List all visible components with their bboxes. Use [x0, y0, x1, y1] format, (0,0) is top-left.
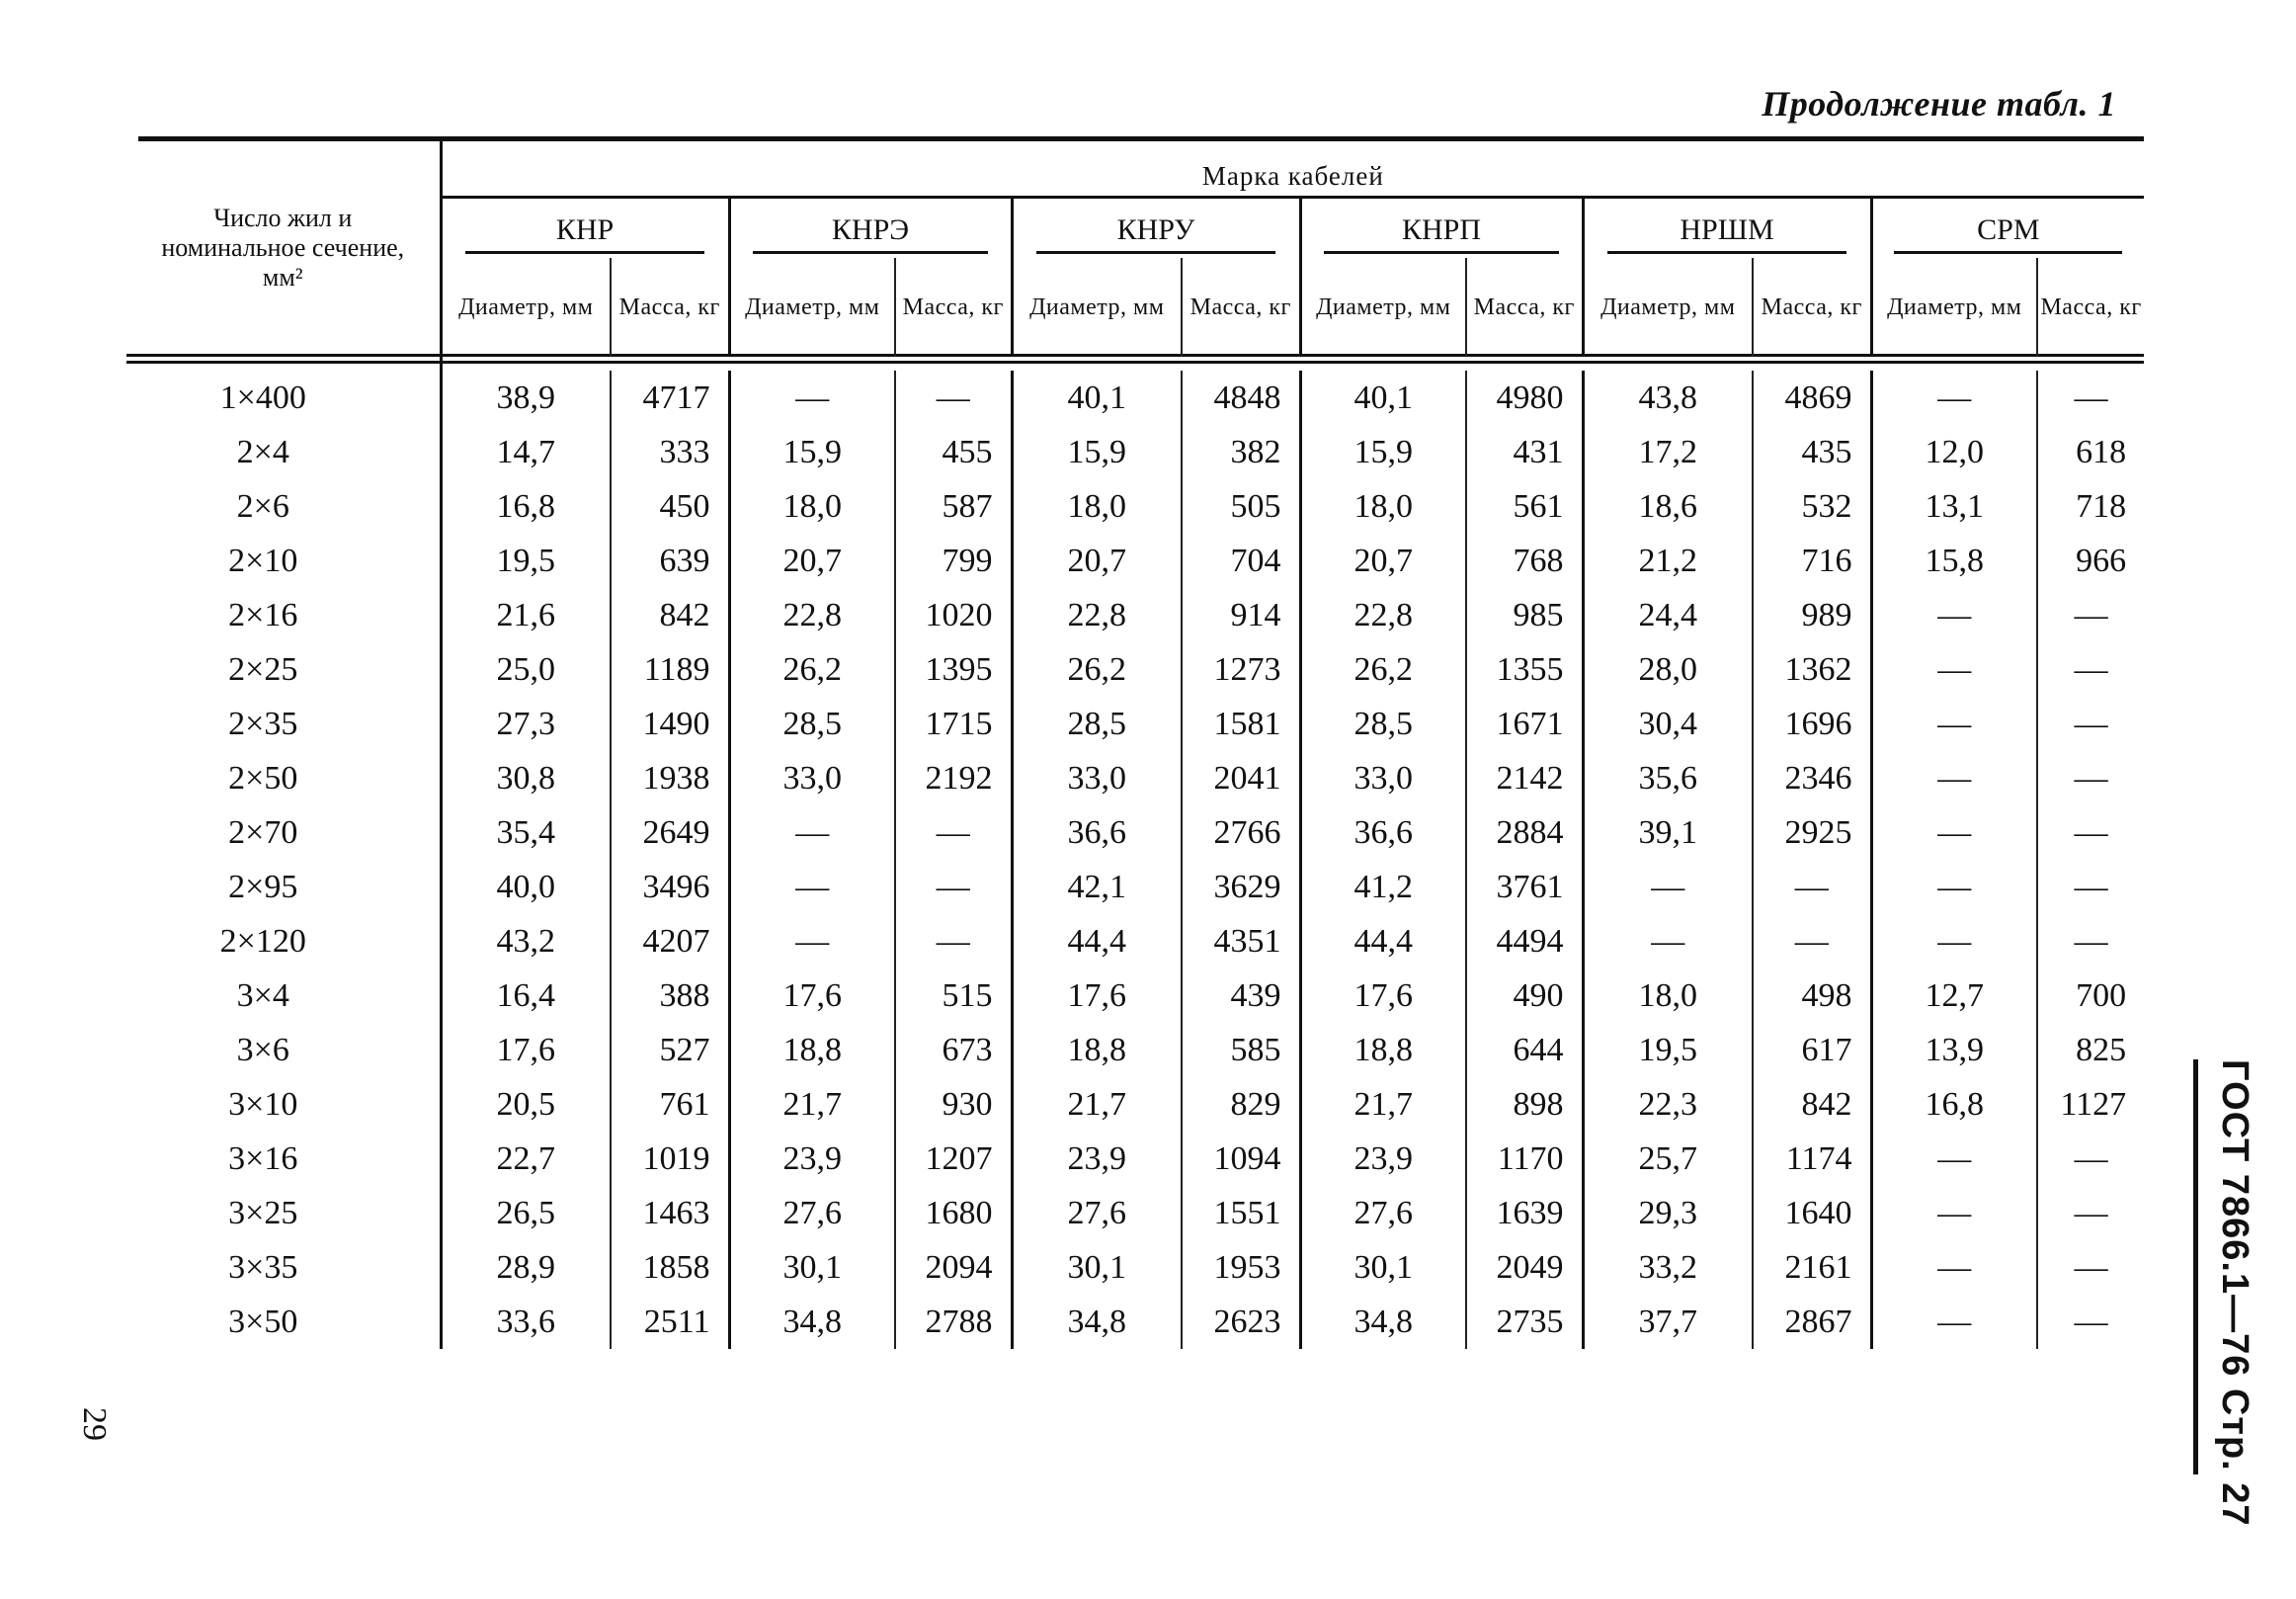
section-cell: 2×120	[126, 914, 441, 968]
brand-label: СРМ	[1894, 213, 2122, 254]
mass-cell: 2161	[1753, 1240, 1871, 1295]
diameter-cell: 40,1	[1012, 371, 1182, 425]
diameter-header: Диаметр, мм	[729, 258, 895, 357]
diameter-cell: 22,7	[441, 1132, 611, 1186]
diameter-cell: 17,6	[1300, 968, 1466, 1023]
brand-label: КНРЭ	[753, 213, 988, 254]
diameter-cell: —	[1871, 914, 2037, 968]
mass-cell: 435	[1753, 425, 1871, 479]
section-cell: 3×50	[126, 1295, 441, 1349]
diameter-cell: 44,4	[1012, 914, 1182, 968]
mass-cell: 2867	[1753, 1295, 1871, 1349]
mass-cell: 1938	[611, 751, 729, 805]
mass-header: Масса, кг	[1182, 258, 1300, 357]
table-row	[126, 534, 2144, 588]
mass-cell: 2925	[1753, 805, 1871, 860]
diameter-cell: 28,0	[1583, 642, 1753, 697]
diameter-cell: 12,0	[1871, 425, 2037, 479]
mass-cell: 617	[1753, 1023, 1871, 1077]
table-row	[126, 479, 2144, 534]
diameter-cell: 13,9	[1871, 1023, 2037, 1077]
diameter-cell: 33,2	[1583, 1240, 1753, 1295]
mass-cell: 966	[2076, 542, 2127, 579]
mass-cell: 333	[611, 425, 729, 479]
diameter-cell: 30,8	[441, 751, 611, 805]
brand-label: КНР	[465, 213, 705, 254]
diameter-cell: 25,0	[441, 642, 611, 697]
diameter-cell: —	[1871, 860, 2037, 914]
diameter-cell: 35,4	[441, 805, 611, 860]
mass-cell: 490	[1466, 968, 1583, 1023]
diameter-cell: 26,2	[1012, 642, 1182, 697]
diameter-cell: 15,9	[1012, 425, 1182, 479]
diameter-cell: —	[1871, 1186, 2037, 1240]
mass-cell: 2623	[1182, 1295, 1300, 1349]
diameter-cell: 33,0	[729, 751, 895, 805]
mass-cell: 1490	[611, 697, 729, 751]
mass-cell: 4848	[1182, 371, 1300, 425]
diameter-cell: 28,5	[729, 697, 895, 751]
diameter-cell: 30,1	[1012, 1240, 1182, 1295]
table-row	[126, 1186, 2144, 1240]
section-cell: 2×10	[126, 534, 441, 588]
mass-cell: 3629	[1182, 860, 1300, 914]
mass-cell: —	[2074, 813, 2108, 851]
diameter-cell: 44,4	[1300, 914, 1466, 968]
brand-column-header	[441, 198, 729, 259]
section-cell: 2×4	[126, 425, 441, 479]
table-row	[126, 642, 2144, 697]
diameter-cell: 33,6	[441, 1295, 611, 1349]
diameter-cell: 30,4	[1583, 697, 1753, 751]
table-row	[126, 588, 2144, 642]
diameter-cell: 21,7	[1012, 1077, 1182, 1132]
brand-label: КНРУ	[1036, 213, 1276, 254]
diameter-cell: 17,6	[729, 968, 895, 1023]
mass-cell: 1680	[895, 1186, 1012, 1240]
diameter-cell: 18,0	[1300, 479, 1466, 534]
stub-header: Число жил и номинальное сечение, мм²	[126, 138, 441, 357]
mass-cell: 1019	[611, 1132, 729, 1186]
mass-cell: 1696	[1753, 697, 1871, 751]
diameter-cell: 18,0	[1583, 968, 1753, 1023]
diameter-cell: 26,5	[441, 1186, 611, 1240]
mass-cell: 585	[1182, 1023, 1300, 1077]
diameter-cell: 43,2	[441, 914, 611, 968]
diameter-cell: 17,6	[441, 1023, 611, 1077]
diameter-cell: 20,7	[729, 534, 895, 588]
mass-cell: 1362	[1753, 642, 1871, 697]
mass-cell: 4494	[1466, 914, 1583, 968]
cable-table	[126, 138, 2144, 1349]
mass-cell: 1273	[1182, 642, 1300, 697]
diameter-cell: —	[729, 805, 895, 860]
diameter-cell: 30,1	[1300, 1240, 1466, 1295]
diameter-cell: 21,2	[1583, 534, 1753, 588]
table-row	[126, 425, 2144, 479]
mass-cell: —	[2074, 596, 2108, 633]
diameter-cell: 22,8	[1300, 588, 1466, 642]
diameter-cell: 29,3	[1583, 1186, 1753, 1240]
mass-cell: 761	[611, 1077, 729, 1132]
mass-cell: 2884	[1466, 805, 1583, 860]
diameter-cell: 16,8	[1871, 1077, 2037, 1132]
section-cell: 2×50	[126, 751, 441, 805]
diameter-cell: 16,8	[441, 479, 611, 534]
mass-cell: —	[2074, 1139, 2108, 1177]
table-row	[126, 1295, 2144, 1349]
diameter-cell: —	[1583, 860, 1753, 914]
mass-cell: 930	[895, 1077, 1012, 1132]
mass-cell: 704	[1182, 534, 1300, 588]
mass-cell: 1189	[611, 642, 729, 697]
diameter-cell: 18,8	[1300, 1023, 1466, 1077]
table-row	[126, 968, 2144, 1023]
brand-label: НРШМ	[1607, 213, 1847, 254]
mass-cell: 2511	[611, 1295, 729, 1349]
section-cell: 3×35	[126, 1240, 441, 1295]
mass-cell: 639	[611, 534, 729, 588]
table-row	[126, 805, 2144, 860]
diameter-cell: 23,9	[1012, 1132, 1182, 1186]
diameter-header: Диаметр, мм	[1012, 258, 1182, 357]
mass-cell: 1020	[895, 588, 1012, 642]
diameter-cell: 23,9	[1300, 1132, 1466, 1186]
mass-cell: —	[2074, 1303, 2108, 1340]
diameter-cell: 15,8	[1871, 534, 2037, 588]
section-cell: 1×400	[126, 371, 441, 425]
diameter-cell: 22,3	[1583, 1077, 1753, 1132]
table-row	[126, 860, 2144, 914]
mass-cell: 3761	[1466, 860, 1583, 914]
mass-cell: 527	[611, 1023, 729, 1077]
diameter-cell: 20,5	[441, 1077, 611, 1132]
mass-cell: 618	[2076, 433, 2127, 470]
mass-cell: 825	[2076, 1031, 2127, 1068]
diameter-cell: 18,8	[1012, 1023, 1182, 1077]
diameter-cell: 27,6	[1300, 1186, 1466, 1240]
diameter-cell: 33,0	[1300, 751, 1466, 805]
diameter-cell: —	[1583, 914, 1753, 968]
mass-cell: 1463	[611, 1186, 729, 1240]
section-cell: 3×6	[126, 1023, 441, 1077]
diameter-cell: 19,5	[441, 534, 611, 588]
diameter-cell: 14,7	[441, 425, 611, 479]
mass-cell: 1174	[1753, 1132, 1871, 1186]
mass-cell: 2192	[895, 751, 1012, 805]
mass-cell: 2041	[1182, 751, 1300, 805]
mass-cell: 718	[2076, 487, 2127, 525]
brand-column-header	[1583, 198, 1871, 259]
mass-cell: 842	[611, 588, 729, 642]
brand-header: Марка кабелей	[441, 138, 2144, 198]
mass-cell: 455	[895, 425, 1012, 479]
diameter-cell: 27,6	[729, 1186, 895, 1240]
mass-cell: 989	[1753, 588, 1871, 642]
mass-cell: —	[2074, 705, 2108, 742]
diameter-header: Диаметр, мм	[1583, 258, 1753, 357]
mass-cell: 515	[895, 968, 1012, 1023]
diameter-cell: 35,6	[1583, 751, 1753, 805]
page-number: 29	[76, 1407, 113, 1441]
diameter-cell: —	[1871, 1295, 2037, 1349]
mass-cell: —	[1753, 860, 1871, 914]
mass-cell: 1858	[611, 1240, 729, 1295]
diameter-cell: 33,0	[1012, 751, 1182, 805]
diameter-cell: 37,7	[1583, 1295, 1753, 1349]
table-row	[126, 697, 2144, 751]
mass-cell: 1395	[895, 642, 1012, 697]
section-cell: 2×25	[126, 642, 441, 697]
brand-column-header	[1871, 198, 2144, 259]
diameter-cell: 25,7	[1583, 1132, 1753, 1186]
section-cell: 2×6	[126, 479, 441, 534]
mass-cell: 2788	[895, 1295, 1012, 1349]
diameter-cell: —	[1871, 588, 2037, 642]
table-row	[126, 1240, 2144, 1295]
mass-cell: 2766	[1182, 805, 1300, 860]
mass-cell: 768	[1466, 534, 1583, 588]
diameter-cell: 27,6	[1012, 1186, 1182, 1240]
mass-cell: 898	[1466, 1077, 1583, 1132]
diameter-cell: 28,9	[441, 1240, 611, 1295]
diameter-cell: 19,5	[1583, 1023, 1753, 1077]
diameter-header: Диаметр, мм	[1300, 258, 1466, 357]
diameter-cell: 20,7	[1300, 534, 1466, 588]
mass-cell: —	[895, 860, 1012, 914]
mass-cell: 1639	[1466, 1186, 1583, 1240]
brand-column-header	[1300, 198, 1583, 259]
diameter-cell: 38,9	[441, 371, 611, 425]
table-row	[126, 1023, 2144, 1077]
diameter-cell: 43,8	[1583, 371, 1753, 425]
diameter-cell: 21,7	[729, 1077, 895, 1132]
mass-cell: 532	[1753, 479, 1871, 534]
mass-cell: 561	[1466, 479, 1583, 534]
mass-cell: 2346	[1753, 751, 1871, 805]
mass-cell: —	[2074, 379, 2108, 416]
section-cell: 3×16	[126, 1132, 441, 1186]
mass-cell: 914	[1182, 588, 1300, 642]
mass-cell: 842	[1753, 1077, 1871, 1132]
mass-cell: 1671	[1466, 697, 1583, 751]
diameter-cell: 17,6	[1012, 968, 1182, 1023]
diameter-cell: 40,0	[441, 860, 611, 914]
mass-cell: 4351	[1182, 914, 1300, 968]
mass-cell: 382	[1182, 425, 1300, 479]
mass-cell: —	[2074, 1194, 2108, 1231]
diameter-header: Диаметр, мм	[1871, 258, 2037, 357]
mass-header: Масса, кг	[1753, 258, 1871, 357]
mass-cell: 644	[1466, 1023, 1583, 1077]
mass-cell: 985	[1466, 588, 1583, 642]
mass-cell: 1355	[1466, 642, 1583, 697]
mass-cell: 1207	[895, 1132, 1012, 1186]
table-caption: Продолжение табл. 1	[1762, 84, 2116, 124]
mass-cell: 587	[895, 479, 1012, 534]
mass-cell: —	[895, 805, 1012, 860]
diameter-cell: —	[1871, 371, 2037, 425]
mass-cell: 799	[895, 534, 1012, 588]
diameter-cell: 40,1	[1300, 371, 1466, 425]
diameter-cell: 16,4	[441, 968, 611, 1023]
diameter-cell: 36,6	[1300, 805, 1466, 860]
mass-cell: 2049	[1466, 1240, 1583, 1295]
mass-cell: 2649	[611, 805, 729, 860]
diameter-cell: 39,1	[1583, 805, 1753, 860]
diameter-cell: 28,5	[1012, 697, 1182, 751]
mass-cell: 2142	[1466, 751, 1583, 805]
diameter-cell: 18,0	[1012, 479, 1182, 534]
diameter-cell: 41,2	[1300, 860, 1466, 914]
mass-cell: 2094	[895, 1240, 1012, 1295]
mass-header: Масса, кг	[1466, 258, 1583, 357]
diameter-cell: 22,8	[1012, 588, 1182, 642]
diameter-cell: 24,4	[1583, 588, 1753, 642]
diameter-cell: 18,6	[1583, 479, 1753, 534]
diameter-cell: 34,8	[1300, 1295, 1466, 1349]
diameter-cell: 23,9	[729, 1132, 895, 1186]
diameter-cell: 34,8	[729, 1295, 895, 1349]
diameter-cell: —	[729, 914, 895, 968]
table-row	[126, 1132, 2144, 1186]
diameter-cell: 21,6	[441, 588, 611, 642]
mass-cell: 1581	[1182, 697, 1300, 751]
diameter-cell: 34,8	[1012, 1295, 1182, 1349]
mass-cell: 450	[611, 479, 729, 534]
diameter-cell: 28,5	[1300, 697, 1466, 751]
diameter-cell: —	[1871, 1132, 2037, 1186]
mass-cell: 1551	[1182, 1186, 1300, 1240]
diameter-cell: 12,7	[1871, 968, 2037, 1023]
brand-column-header	[1012, 198, 1300, 259]
mass-cell: —	[895, 914, 1012, 968]
mass-cell: —	[1753, 914, 1871, 968]
diameter-cell: 15,9	[1300, 425, 1466, 479]
brand-column-header	[729, 198, 1012, 259]
mass-cell: 829	[1182, 1077, 1300, 1132]
diameter-cell: 13,1	[1871, 479, 2037, 534]
gost-page-reference: ГОСТ 7866.1—76 Стр. 27	[2193, 1059, 2255, 1474]
mass-cell: 1094	[1182, 1132, 1300, 1186]
mass-header: Масса, кг	[2040, 295, 2142, 320]
mass-cell: 716	[1753, 534, 1871, 588]
mass-cell: 4980	[1466, 371, 1583, 425]
diameter-cell: —	[1871, 642, 2037, 697]
section-cell: 3×25	[126, 1186, 441, 1240]
mass-cell: 4869	[1753, 371, 1871, 425]
diameter-cell: 36,6	[1012, 805, 1182, 860]
mass-cell: —	[2074, 868, 2108, 905]
section-cell: 2×95	[126, 860, 441, 914]
mass-cell: 4717	[611, 371, 729, 425]
mass-cell: —	[895, 371, 1012, 425]
diameter-cell: —	[729, 860, 895, 914]
mass-cell: 1127	[2060, 1085, 2127, 1123]
diameter-cell: 21,7	[1300, 1077, 1466, 1132]
mass-cell: —	[2074, 1248, 2108, 1286]
diameter-cell: 26,2	[1300, 642, 1466, 697]
mass-cell: 700	[2076, 976, 2127, 1014]
section-cell: 3×4	[126, 968, 441, 1023]
diameter-cell: 42,1	[1012, 860, 1182, 914]
diameter-cell: 18,0	[729, 479, 895, 534]
diameter-header: Диаметр, мм	[441, 258, 611, 357]
table-row	[126, 1077, 2144, 1132]
mass-cell: —	[2074, 759, 2108, 797]
mass-header: Масса, кг	[611, 258, 729, 357]
mass-cell: —	[2074, 650, 2108, 688]
diameter-cell: —	[1871, 697, 2037, 751]
table-row	[126, 751, 2144, 805]
section-cell: 2×35	[126, 697, 441, 751]
mass-cell: 1953	[1182, 1240, 1300, 1295]
diameter-cell: 26,2	[729, 642, 895, 697]
mass-cell: 498	[1753, 968, 1871, 1023]
mass-cell: 388	[611, 968, 729, 1023]
diameter-cell: —	[1871, 1240, 2037, 1295]
section-cell: 2×70	[126, 805, 441, 860]
mass-cell: 439	[1182, 968, 1300, 1023]
brand-label: КНРП	[1324, 213, 1559, 254]
table-row	[126, 914, 2144, 968]
section-cell: 2×16	[126, 588, 441, 642]
mass-cell: 4207	[611, 914, 729, 968]
diameter-cell: 17,2	[1583, 425, 1753, 479]
diameter-cell: 18,8	[729, 1023, 895, 1077]
mass-cell: 1170	[1466, 1132, 1583, 1186]
diameter-cell: 30,1	[729, 1240, 895, 1295]
diameter-cell: —	[1871, 751, 2037, 805]
diameter-cell: 15,9	[729, 425, 895, 479]
section-cell: 3×10	[126, 1077, 441, 1132]
mass-cell: —	[2074, 922, 2108, 960]
diameter-cell: —	[1871, 805, 2037, 860]
mass-cell: 2735	[1466, 1295, 1583, 1349]
mass-cell: 3496	[611, 860, 729, 914]
diameter-cell: 27,3	[441, 697, 611, 751]
mass-cell: 1715	[895, 697, 1012, 751]
mass-cell: 505	[1182, 479, 1300, 534]
table-row	[126, 371, 2144, 425]
mass-header: Масса, кг	[895, 258, 1012, 357]
diameter-cell: —	[729, 371, 895, 425]
mass-cell: 1640	[1753, 1186, 1871, 1240]
mass-cell: 431	[1466, 425, 1583, 479]
mass-cell: 673	[895, 1023, 1012, 1077]
diameter-cell: 22,8	[729, 588, 895, 642]
diameter-cell: 20,7	[1012, 534, 1182, 588]
